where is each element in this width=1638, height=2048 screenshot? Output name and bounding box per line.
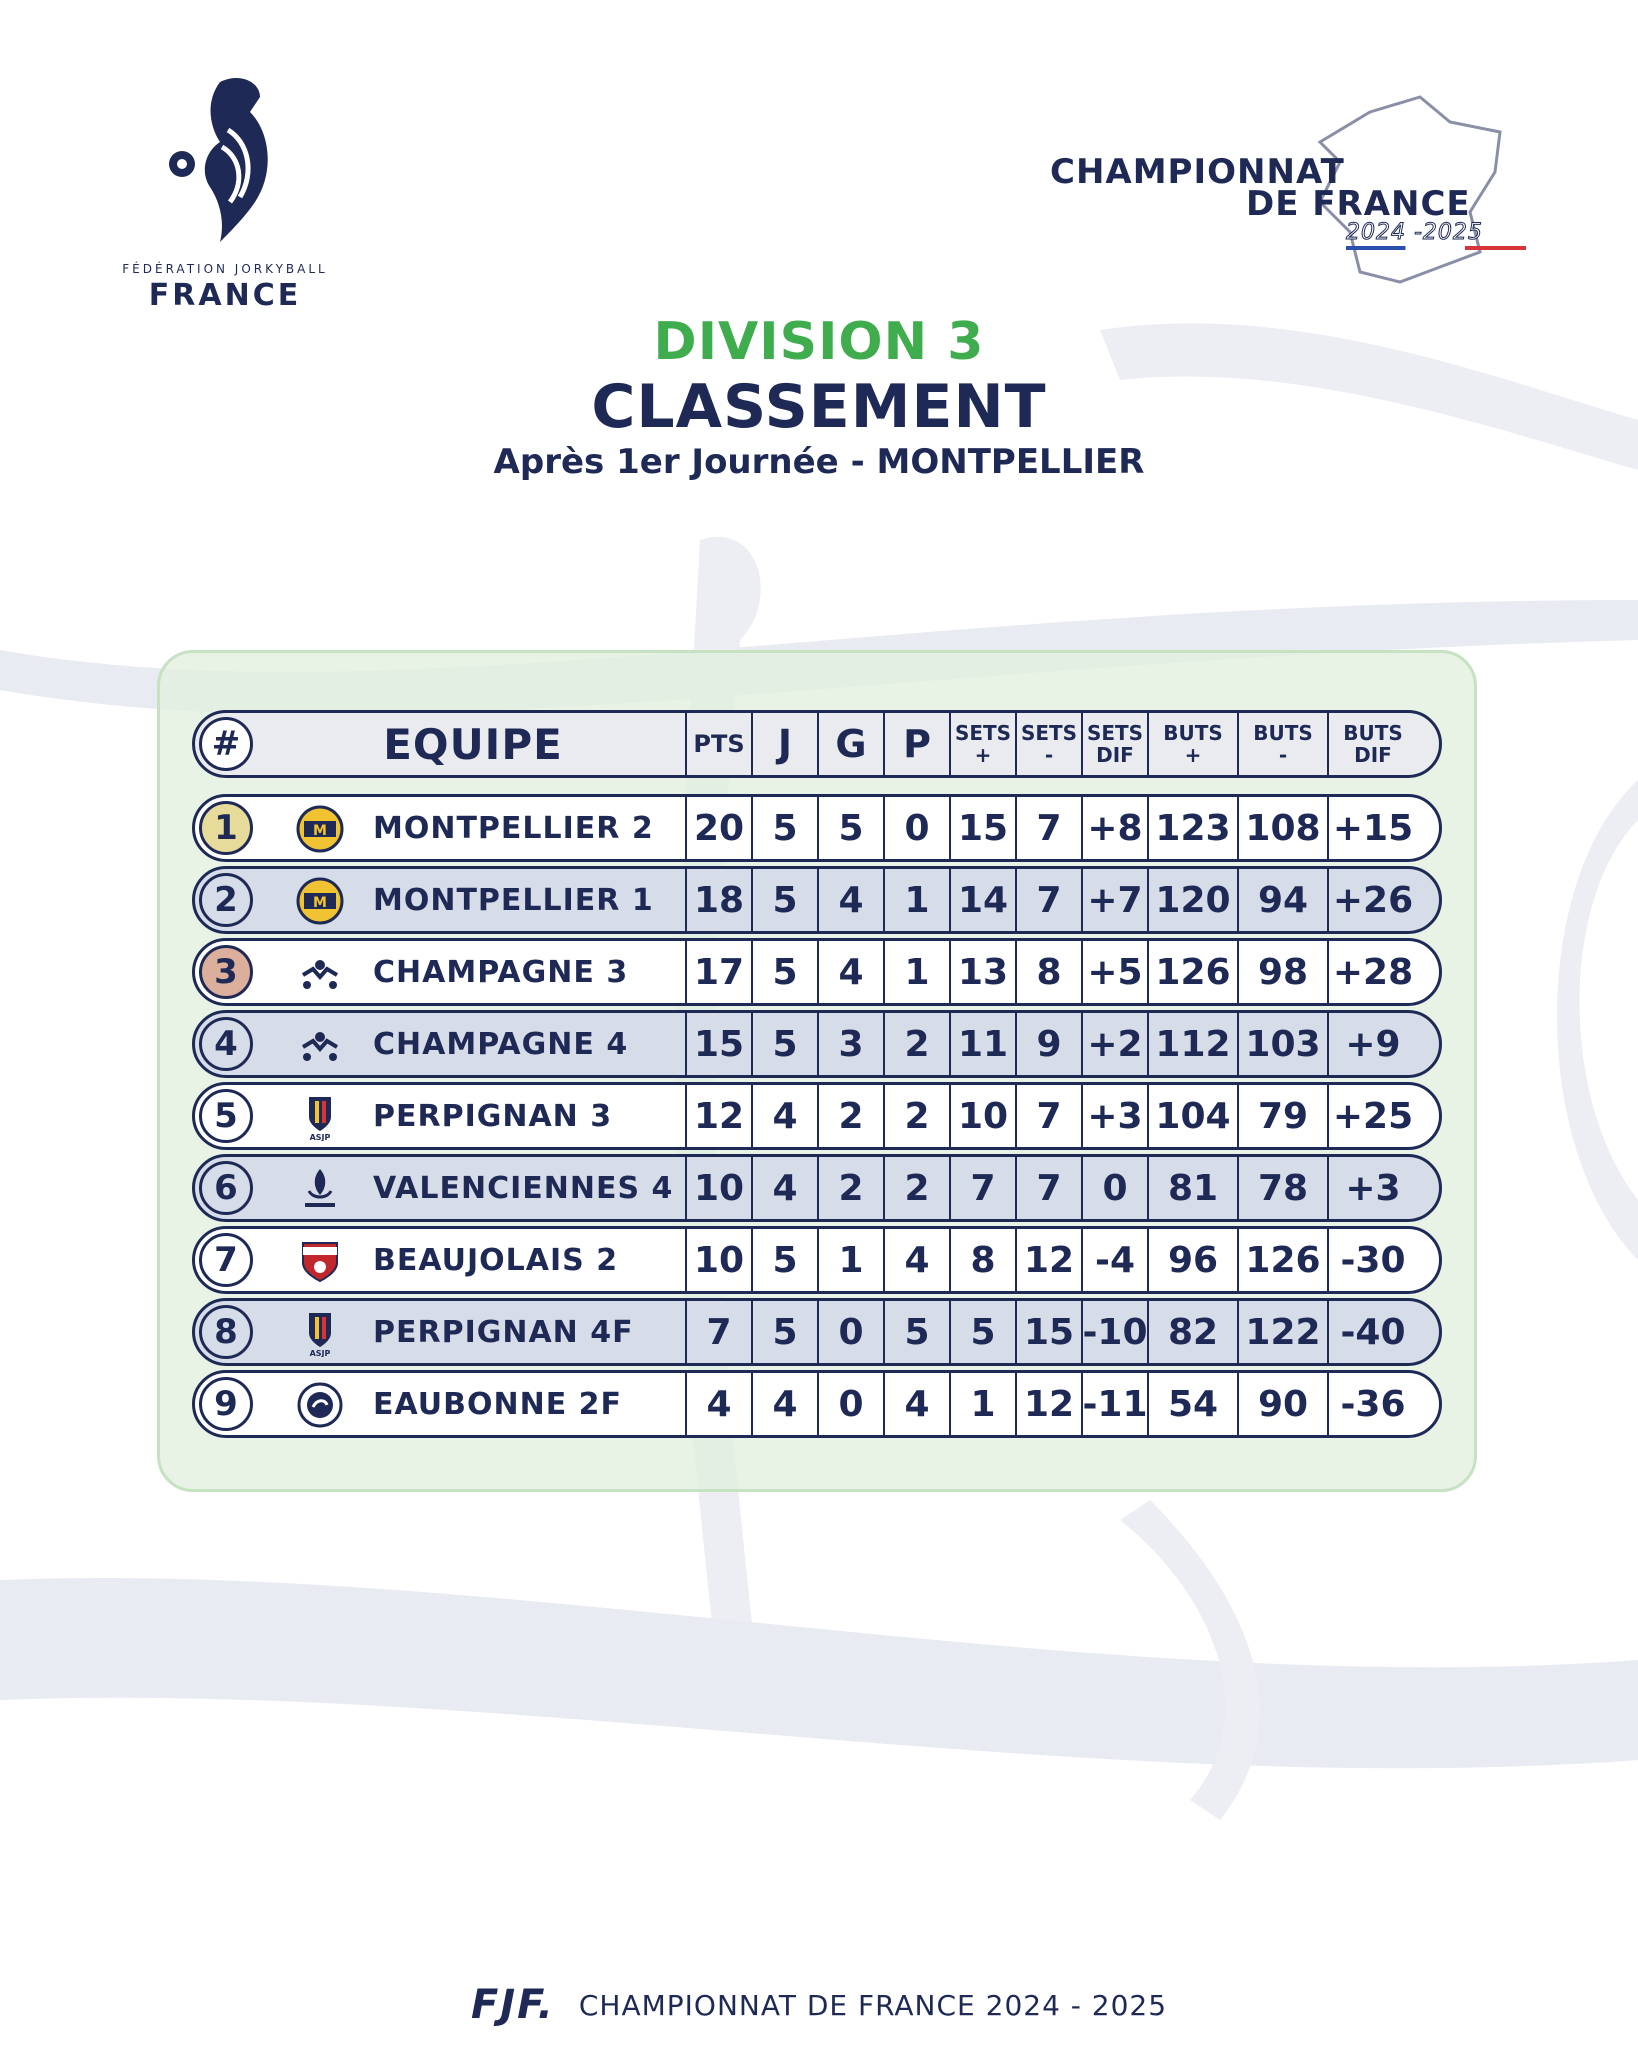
header-sets-dif-l1: SETS <box>1086 721 1144 745</box>
montpellier-logo-icon <box>295 805 345 853</box>
header-g: G <box>817 713 883 775</box>
cell-buts-plus: 126 <box>1147 941 1237 1003</box>
cell-g: 5 <box>817 797 883 859</box>
cell-sets-minus: 7 <box>1015 797 1081 859</box>
team-name: CHAMPAGNE 3 <box>373 954 629 990</box>
header-buts-minus-l1: BUTS <box>1253 721 1313 745</box>
eaubonne-logo-icon <box>295 1381 345 1429</box>
federation-name: FRANCE <box>148 278 302 313</box>
cell-buts-minus: 98 <box>1237 941 1327 1003</box>
cell-buts-minus: 108 <box>1237 797 1327 859</box>
cell-sets-plus: 7 <box>949 1157 1015 1219</box>
cell-buts-dif: +25 <box>1327 1085 1417 1147</box>
cell-sets-plus: 10 <box>949 1085 1015 1147</box>
perpignan-logo-icon <box>295 1309 345 1357</box>
cell-buts-minus: 122 <box>1237 1301 1327 1363</box>
cell-j: 5 <box>751 1301 817 1363</box>
cell-pts: 10 <box>685 1229 751 1291</box>
tricolor-bar <box>1346 246 1526 250</box>
cell-sets-dif: -4 <box>1081 1229 1147 1291</box>
table-row <box>192 1226 1442 1294</box>
team-name: BEAUJOLAIS 2 <box>373 1242 619 1278</box>
footer <box>0 1982 1638 2028</box>
cell-sets-minus: 7 <box>1015 869 1081 931</box>
svg-text:ASJP: ASJP <box>309 1349 331 1357</box>
cell-sets-dif: +2 <box>1081 1013 1147 1075</box>
cell-sets-dif: +7 <box>1081 869 1147 931</box>
cell-buts-minus: 90 <box>1237 1373 1327 1435</box>
header-buts-dif-l1: BUTS <box>1343 721 1403 745</box>
cell-pts: 7 <box>685 1301 751 1363</box>
cell-buts-plus: 82 <box>1147 1301 1237 1363</box>
champagne-logo-icon <box>295 1021 345 1069</box>
cell-sets-minus: 7 <box>1015 1085 1081 1147</box>
cell-pts: 4 <box>685 1373 751 1435</box>
header-sets-dif <box>1081 713 1147 775</box>
cell-sets-plus: 1 <box>949 1373 1015 1435</box>
rank-badge: 1 <box>199 801 253 855</box>
team-name: VALENCIENNES 4 <box>373 1170 674 1206</box>
header-pts: PTS <box>685 713 751 775</box>
cell-sets-minus: 9 <box>1015 1013 1081 1075</box>
team-name: EAUBONNE 2F <box>373 1386 623 1422</box>
cell-sets-plus: 14 <box>949 869 1015 931</box>
rank-badge: 2 <box>199 873 253 927</box>
cell-buts-minus: 78 <box>1237 1157 1327 1219</box>
cell-pts: 20 <box>685 797 751 859</box>
header-sets-minus-l2: - <box>1044 743 1054 767</box>
header-sets-plus-l2: + <box>974 743 992 767</box>
valenciennes-logo-icon <box>295 1165 345 1213</box>
montpellier-logo-icon <box>295 877 345 925</box>
cell-g: 4 <box>817 941 883 1003</box>
header-buts-minus-l2: - <box>1278 743 1288 767</box>
rank-badge: 6 <box>199 1161 253 1215</box>
footer-text: CHAMPIONNAT DE FRANCE 2024 - 2025 <box>578 1988 1168 2022</box>
page-subtitle: Après 1er Journée - MONTPELLIER <box>493 442 1145 482</box>
cell-buts-dif: +9 <box>1327 1013 1417 1075</box>
cell-sets-minus: 12 <box>1015 1373 1081 1435</box>
cell-buts-plus: 112 <box>1147 1013 1237 1075</box>
cell-buts-minus: 94 <box>1237 869 1327 931</box>
header-buts-dif-l2: DIF <box>1354 743 1392 767</box>
cell-g: 1 <box>817 1229 883 1291</box>
cell-sets-minus: 8 <box>1015 941 1081 1003</box>
svg-text:M: M <box>313 823 327 839</box>
header-sets-plus <box>949 713 1015 775</box>
header-sets-minus <box>1015 713 1081 775</box>
footer-brand: FJF. <box>470 1982 555 2028</box>
table-row <box>192 866 1442 934</box>
cell-sets-plus: 11 <box>949 1013 1015 1075</box>
cell-p: 2 <box>883 1085 949 1147</box>
cell-buts-dif: +3 <box>1327 1157 1417 1219</box>
rooster-icon <box>160 72 290 247</box>
team-name: PERPIGNAN 3 <box>373 1098 613 1134</box>
federation-subtitle: FÉDÉRATION JORKYBALL <box>122 262 328 276</box>
rank-badge: 4 <box>199 1017 253 1071</box>
table-row <box>192 794 1442 862</box>
rank-badge: 9 <box>199 1377 253 1431</box>
cell-j: 4 <box>751 1373 817 1435</box>
cell-buts-minus: 79 <box>1237 1085 1327 1147</box>
cell-sets-dif: -11 <box>1081 1373 1147 1435</box>
team-name: MONTPELLIER 2 <box>373 810 654 846</box>
cell-g: 2 <box>817 1157 883 1219</box>
team-name: CHAMPAGNE 4 <box>373 1026 629 1062</box>
cell-j: 5 <box>751 797 817 859</box>
header-rank: # <box>199 717 253 771</box>
team-name: MONTPELLIER 1 <box>373 882 654 918</box>
svg-text:M: M <box>313 895 327 911</box>
header-buts-plus-l2: + <box>1184 743 1202 767</box>
cell-g: 0 <box>817 1373 883 1435</box>
division-title: DIVISION 3 <box>653 312 985 372</box>
championship-season: 2024 -2025 <box>1346 220 1483 245</box>
rank-badge: 8 <box>199 1305 253 1359</box>
cell-buts-plus: 96 <box>1147 1229 1237 1291</box>
cell-buts-minus: 126 <box>1237 1229 1327 1291</box>
team-name: PERPIGNAN 4F <box>373 1314 634 1350</box>
cell-pts: 15 <box>685 1013 751 1075</box>
table-header-row <box>192 710 1442 778</box>
cell-sets-plus: 5 <box>949 1301 1015 1363</box>
cell-sets-minus: 12 <box>1015 1229 1081 1291</box>
cell-j: 5 <box>751 869 817 931</box>
cell-p: 0 <box>883 797 949 859</box>
table-row <box>192 1154 1442 1222</box>
cell-j: 5 <box>751 1013 817 1075</box>
header-buts-plus-l1: BUTS <box>1163 721 1223 745</box>
championship-logo <box>1050 92 1530 302</box>
cell-pts: 10 <box>685 1157 751 1219</box>
cell-sets-minus: 15 <box>1015 1301 1081 1363</box>
header-p: P <box>883 713 949 775</box>
rank-badge: 3 <box>199 945 253 999</box>
svg-text:ASJP: ASJP <box>309 1133 331 1141</box>
header-sets-minus-l1: SETS <box>1020 721 1078 745</box>
cell-buts-dif: -30 <box>1327 1229 1417 1291</box>
cell-buts-plus: 81 <box>1147 1157 1237 1219</box>
cell-g: 0 <box>817 1301 883 1363</box>
cell-p: 2 <box>883 1013 949 1075</box>
rank-badge: 5 <box>199 1089 253 1143</box>
cell-j: 5 <box>751 941 817 1003</box>
page-title: CLASSEMENT <box>591 372 1047 442</box>
championship-title-line1: CHAMPIONNAT <box>1050 152 1345 192</box>
cell-buts-dif: +26 <box>1327 869 1417 931</box>
cell-sets-plus: 15 <box>949 797 1015 859</box>
cell-buts-dif: -36 <box>1327 1373 1417 1435</box>
cell-pts: 12 <box>685 1085 751 1147</box>
header-buts-dif <box>1327 713 1417 775</box>
rank-badge: 7 <box>199 1233 253 1287</box>
cell-j: 4 <box>751 1085 817 1147</box>
cell-buts-dif: +15 <box>1327 797 1417 859</box>
table-row <box>192 1010 1442 1078</box>
cell-buts-plus: 123 <box>1147 797 1237 859</box>
cell-g: 2 <box>817 1085 883 1147</box>
cell-p: 1 <box>883 869 949 931</box>
federation-logo <box>100 72 350 312</box>
cell-sets-plus: 13 <box>949 941 1015 1003</box>
cell-p: 4 <box>883 1229 949 1291</box>
header-buts-minus <box>1237 713 1327 775</box>
cell-p: 2 <box>883 1157 949 1219</box>
table-row <box>192 938 1442 1006</box>
cell-j: 5 <box>751 1229 817 1291</box>
cell-g: 3 <box>817 1013 883 1075</box>
cell-sets-dif: +8 <box>1081 797 1147 859</box>
header-sets-dif-l2: DIF <box>1096 743 1134 767</box>
cell-sets-plus: 8 <box>949 1229 1015 1291</box>
cell-buts-dif: +28 <box>1327 941 1417 1003</box>
cell-g: 4 <box>817 869 883 931</box>
cell-p: 4 <box>883 1373 949 1435</box>
cell-sets-dif: -10 <box>1081 1301 1147 1363</box>
table-row <box>192 1298 1442 1366</box>
beaujolais-logo-icon <box>295 1237 345 1285</box>
cell-pts: 18 <box>685 869 751 931</box>
cell-sets-minus: 7 <box>1015 1157 1081 1219</box>
header-sets-plus-l1: SETS <box>954 721 1012 745</box>
champagne-logo-icon <box>295 949 345 997</box>
championship-title-line2: DE FRANCE <box>1246 184 1471 224</box>
cell-buts-plus: 120 <box>1147 869 1237 931</box>
cell-buts-dif: -40 <box>1327 1301 1417 1363</box>
cell-p: 1 <box>883 941 949 1003</box>
header-buts-plus <box>1147 713 1237 775</box>
header-j: J <box>751 713 817 775</box>
cell-pts: 17 <box>685 941 751 1003</box>
cell-p: 5 <box>883 1301 949 1363</box>
cell-sets-dif: +3 <box>1081 1085 1147 1147</box>
cell-buts-minus: 103 <box>1237 1013 1327 1075</box>
table-row <box>192 1082 1442 1150</box>
cell-buts-plus: 104 <box>1147 1085 1237 1147</box>
table-row <box>192 1370 1442 1438</box>
cell-buts-plus: 54 <box>1147 1373 1237 1435</box>
header-team: EQUIPE <box>383 719 563 769</box>
cell-j: 4 <box>751 1157 817 1219</box>
perpignan-logo-icon <box>295 1093 345 1141</box>
cell-sets-dif: +5 <box>1081 941 1147 1003</box>
cell-sets-dif: 0 <box>1081 1157 1147 1219</box>
